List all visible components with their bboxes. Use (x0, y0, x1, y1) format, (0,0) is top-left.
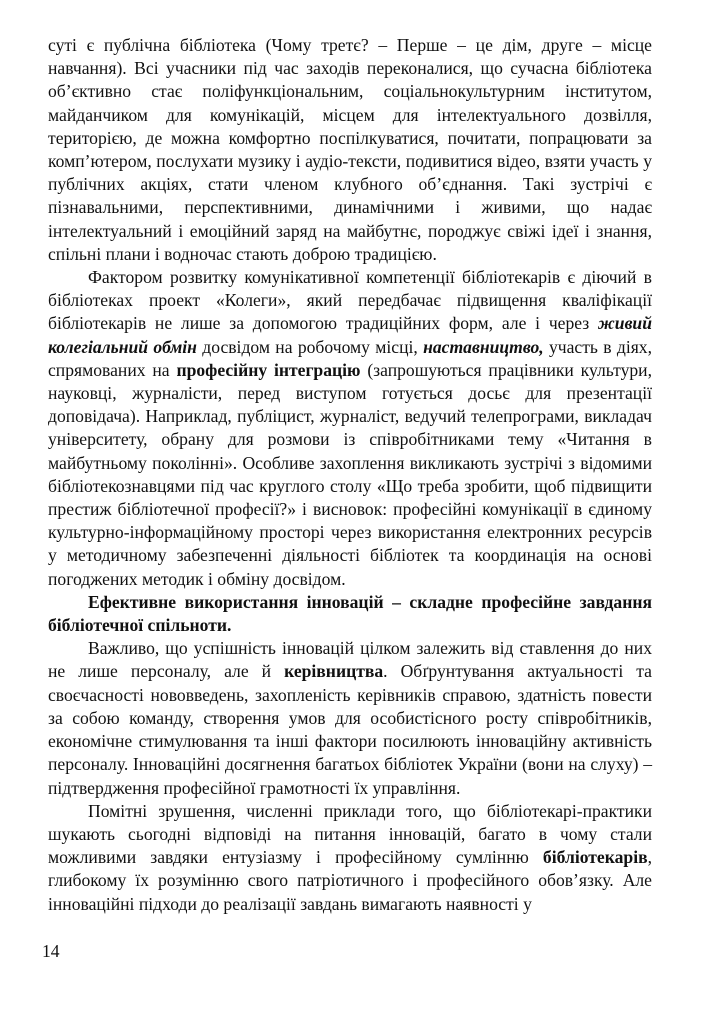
paragraph-4-text-2: , глибокому їх розумінню свого патріотичного і професійного обов’язку. Але інноваційні підходи до реалізації завдань вимагають наявності у (48, 847, 652, 914)
paragraph-2-text-3: участь в діях, спрямованих на (48, 336, 652, 380)
paragraph-1 (48, 34, 652, 266)
section-heading (48, 591, 652, 637)
paragraph-3-text-1: Важливо, що успішність інновацій цілком залежить від ставлення до них не лише персоналу, але й (48, 638, 652, 682)
paragraph-4-text-1: Помітні зрушення, численні приклади того, що бібліотекарі-практики шукають сьогодні відповіді на питання інновацій, багато в чому стали можливими завдяки ентузіазму і професійному сумлінню (48, 800, 652, 868)
paragraph-2-text-1: Фактором розвитку комунікативної компетенції бібліотекарів є діючий в бібліотеках проект «Колеги», який передбачає підвищення кваліфікації бібліотекарів не лише за допомогою традиційних форм, але і через (48, 267, 652, 334)
emphasis-management: керівництва (284, 661, 384, 682)
paragraph-2-text-4: (запрошуються працівники культури, науковці, журналісти, перед виступом готується досьє для презентації доповідача). Наприклад, публіцист, журналіст, ведучий телепрограми, викладач університету, обрану для розмови із співробітниками тему «Читання в майбутньому поколінні». Особливе захоплення викликають зустрічі з відомими бібліотекознавцями під час круглого столу «Що треба зробити, щоб підвищити престиж бібліотечної професії?» і висновок: професійні комунікації в єдиному культурно-інформаційному просторі через використання електронних ресурсів у методичному забезпеченні діяльності бібліотек та координація на основі погоджених методик і обміну досвідом. (48, 359, 652, 589)
section-heading-text: Ефективне використання інновацій – складне професійне завдання бібліотечної спільноти. (48, 591, 652, 636)
paragraph-3-text-2: . Обґрунтування актуальності та своєчасності нововведень, захопленість керівників справою, здатність повести за собою команду, створення умов для особистісного росту співробітників, економічне стимулювання та інші фактори посилюють інноваційну активність персоналу. Інноваційні досягнення багатьох бібліотек України (вони на слуху) – підтвердження професійної грамотності їх управління. (48, 661, 652, 798)
paragraph-2-text-2: досвідом на робочому місці, (196, 336, 424, 357)
paragraph-4 (48, 800, 652, 916)
emphasis-librarians: бібліотекарів (542, 847, 648, 868)
emphasis-mentoring: наставництво, (423, 336, 544, 357)
paragraph-2 (48, 266, 652, 591)
page-number: 14 (42, 941, 60, 961)
body-text (48, 34, 652, 916)
paragraph-3 (48, 637, 652, 799)
emphasis-professional-integration: професійну інтеграцію (176, 359, 361, 380)
emphasis-collegial-exchange: живий колегіальний обмін (48, 313, 652, 357)
paragraph-1-text: суті є публічна бібліотека (Чому третє? – Перше – це дім, друге – місце навчання). Всі учасники під час заходів переконалися, що сучасна бібліотека об’єктивно стає поліфункціональним, соціальнокультурним інститутом, майданчиком для комунікацій, місцем для інтелектуального дозвілля, територією, де можна комфортно поспілкуватися, почитати, попрацювати за комп’ютером, послухати музику і аудіо-тексти, подивитися відео, взяти участь у публічних акціях, стати членом клубного об’єднання. Такі зустрічі є пізнавальними, перспективними, динамічними і живими, що надає інтелектуальний і емоційний заряд на майбутнє, породжує свіжі ідеї і знання, спільні плани і водночас стають доброю традицією. (48, 35, 652, 264)
